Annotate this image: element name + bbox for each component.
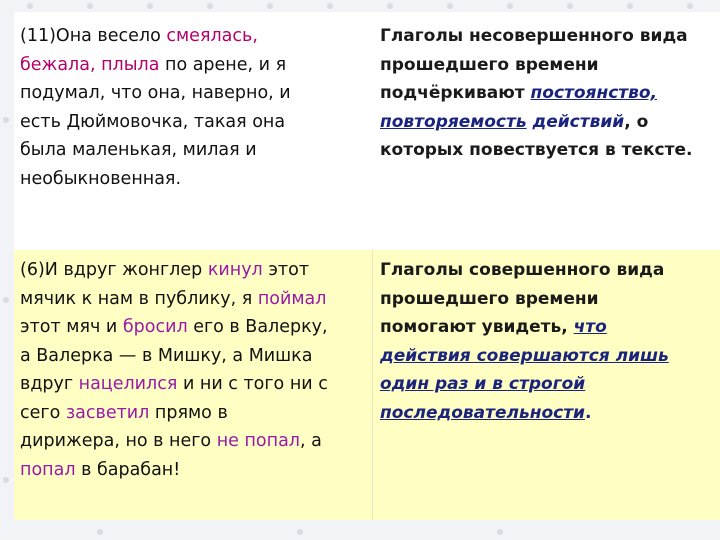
emphasis-repetition: повторяемость (380, 111, 527, 132)
highlighted-verb: не попал (216, 431, 300, 451)
text-fragment: подчёркивают (380, 83, 531, 103)
text-fragment: этот мяч и (20, 317, 123, 337)
text-excerpt-11 (14, 12, 374, 214)
text-fragment: , а (300, 431, 322, 451)
text-line: прошедшего времени (380, 54, 599, 75)
text-line: подумал, что она, наверно, и (20, 83, 291, 103)
text-line: которых повествуется в тексте. (380, 140, 693, 160)
text-fragment: сего (20, 402, 66, 423)
text-excerpt-6 (14, 250, 374, 520)
text-line: была маленькая, милая и (20, 140, 257, 160)
text-fragment: . (584, 402, 592, 423)
table-gap-row (14, 214, 720, 250)
highlighted-verb: бежала, плыла (20, 54, 160, 75)
text-fragment: этот (262, 260, 310, 280)
explanation-perfective (374, 250, 720, 520)
text-fragment: (11)Она весело (20, 26, 167, 46)
emphasis-constancy: постоянство, (530, 83, 658, 103)
highlighted-verb: попал (20, 459, 76, 480)
highlighted-verb: засветил (65, 402, 150, 423)
highlighted-verb: кинул (207, 260, 263, 280)
text-line: необыкновенная. (20, 168, 182, 189)
text-line: а Валерка — в Мишку, а Мишка (20, 345, 313, 366)
text-fragment: мячик к нам в публику, я (20, 288, 258, 309)
text-line: прошедшего времени (380, 288, 599, 309)
highlighted-verb: нацелился (78, 374, 178, 394)
text-line: есть Дюймовочка, такая она (20, 111, 286, 132)
explanation-imperfective (374, 12, 720, 214)
text-fragment: прямо в (149, 402, 228, 423)
emphasis-line: один раз и в строгой (380, 374, 586, 394)
column-divider (372, 250, 373, 520)
highlighted-verb: поймал (257, 288, 327, 309)
emphasis-line: действия совершаются лишь (380, 345, 669, 366)
text-fragment: помогают увидеть, (380, 317, 574, 337)
text-fragment: , о (624, 111, 649, 132)
text-fragment: в барабан! (75, 459, 181, 480)
text-line: Глаголы совершенного вида (380, 260, 665, 280)
highlighted-verb: смеялась, (166, 26, 258, 46)
text-fragment: его в Валерку, (187, 317, 328, 337)
emphasis-line: последовательности (380, 402, 585, 423)
text-fragment: дирижера, но в него (20, 431, 217, 451)
text-fragment: (6)И вдруг жонглер (20, 260, 208, 280)
text-fragment: и ни с того ни с (177, 374, 328, 394)
text-fragment: по арене, и я (159, 54, 287, 75)
emphasis-actions: действий (526, 111, 625, 132)
text-fragment: вдруг (20, 374, 79, 394)
text-line: Глаголы несовершенного вида (380, 26, 688, 46)
emphasis-text: что (573, 317, 607, 337)
highlighted-verb: бросил (122, 317, 188, 337)
